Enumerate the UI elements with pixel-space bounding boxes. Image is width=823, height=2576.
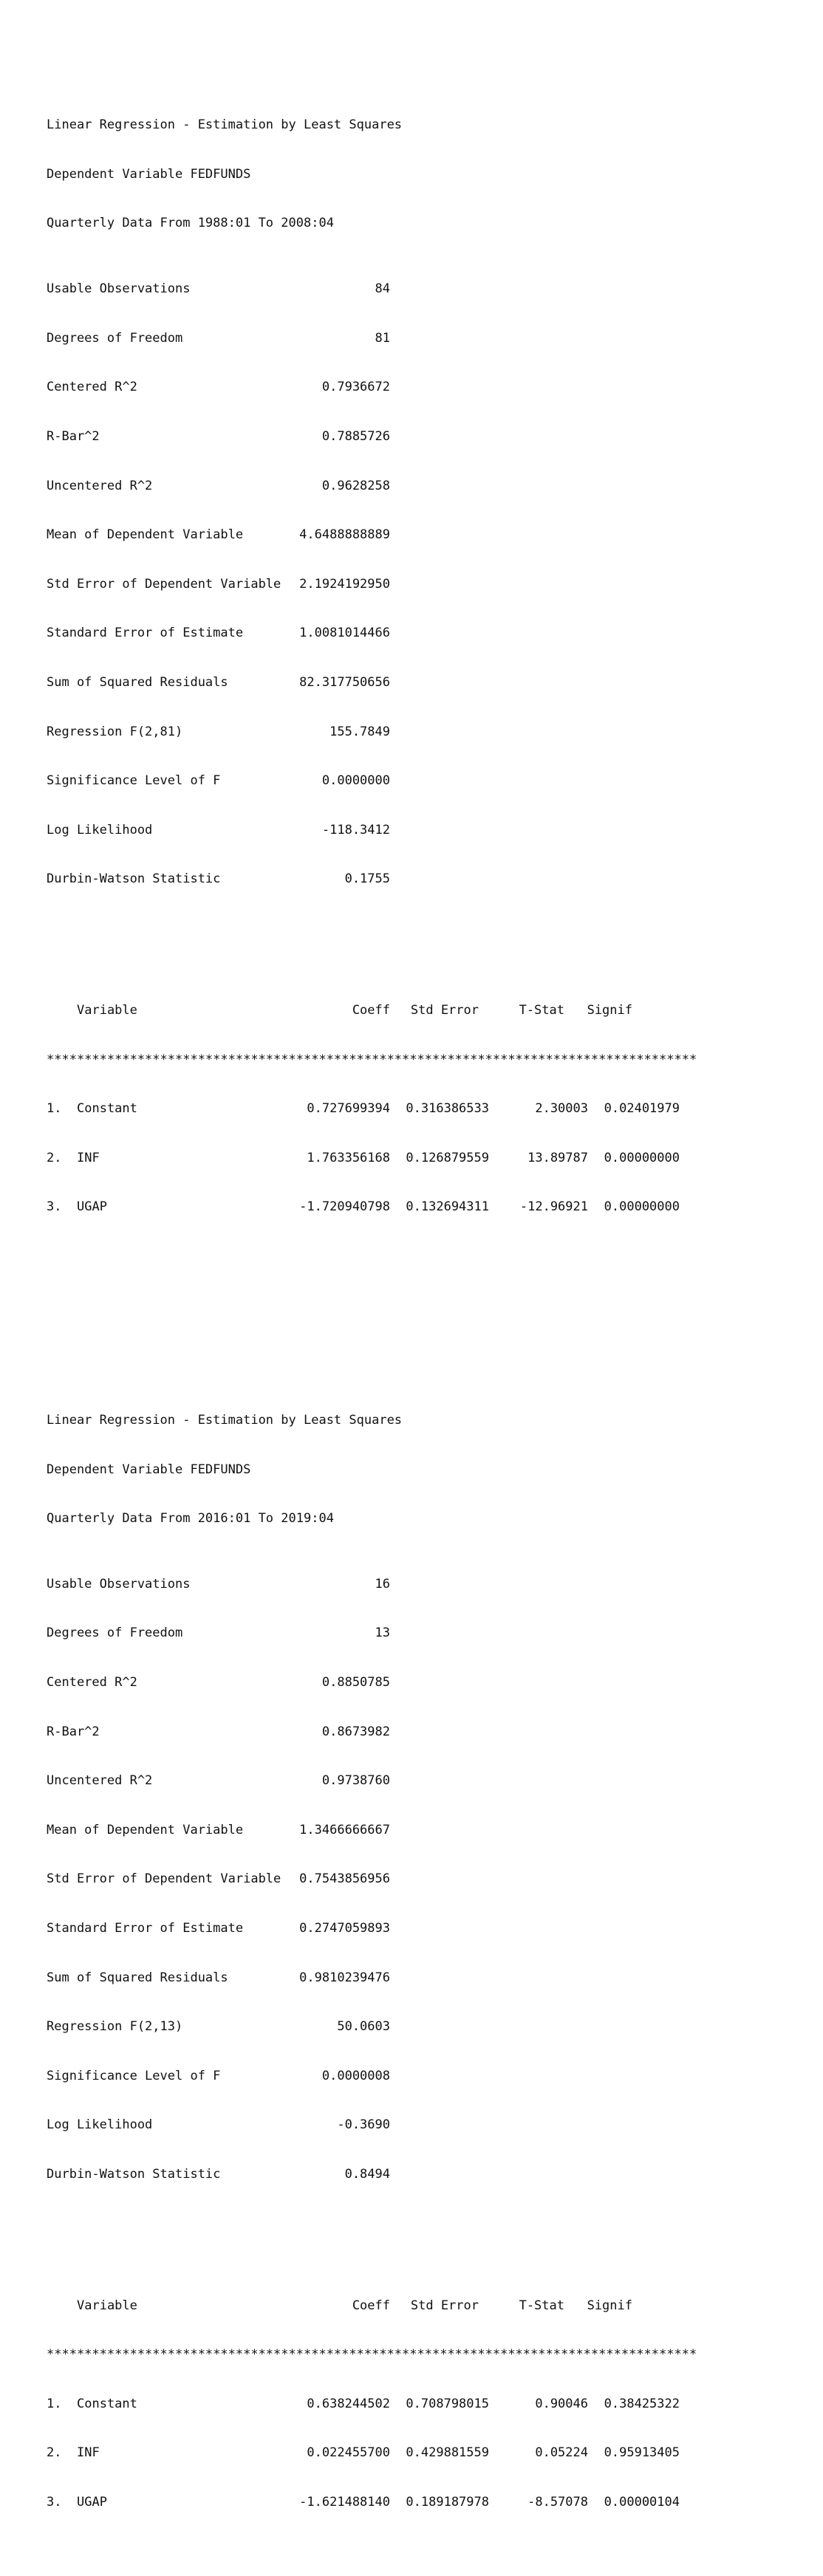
stat-label: Log Likelihood xyxy=(47,2117,153,2133)
row-number: 3. xyxy=(47,1199,62,1215)
row-number: 1. xyxy=(47,2396,62,2411)
stat-value: 1.3466666667 xyxy=(299,1822,390,1837)
stat-row xyxy=(47,2117,697,2133)
table-row xyxy=(47,1150,697,1166)
stat-row xyxy=(47,478,697,494)
variable-name: Constant xyxy=(77,2396,137,2411)
header-stderr: Std Error xyxy=(410,1002,479,1018)
row-number: 1. xyxy=(47,1101,62,1117)
spacer xyxy=(47,936,697,953)
stat-row xyxy=(47,871,697,887)
stat-row xyxy=(47,2018,697,2035)
stat-label: Std Error of Dependent Variable xyxy=(47,576,281,592)
stderr-value: 0.429881559 xyxy=(406,2445,489,2461)
header-tstat: T-Stat xyxy=(519,2298,564,2313)
signif-value: 0.38425322 xyxy=(604,2396,680,2411)
stat-value: 4.6488888889 xyxy=(299,527,390,543)
stat-value: 84 xyxy=(375,281,390,297)
stat-value: 0.9628258 xyxy=(321,478,390,493)
stat-row xyxy=(47,1674,697,1690)
stat-row xyxy=(47,281,697,297)
stderr-value: 0.708798015 xyxy=(406,2396,489,2411)
header-variable: Variable xyxy=(77,1002,137,1018)
signif-value: 0.00000000 xyxy=(604,1150,680,1165)
stat-row xyxy=(47,1576,697,1592)
header-signif: Signif xyxy=(587,1002,632,1018)
signif-value: 0.02401979 xyxy=(604,1101,680,1117)
stat-label: Durbin-Watson Statistic xyxy=(47,871,221,887)
row-number: 3. xyxy=(47,2494,62,2510)
tstat-value: 13.89787 xyxy=(527,1150,588,1165)
signif-value: 0.00000104 xyxy=(604,2494,680,2510)
stat-label: Regression F(2,13) xyxy=(47,2019,183,2035)
regression-block xyxy=(47,1380,697,2544)
stat-value: 2.1924192950 xyxy=(299,576,390,592)
stat-value: 0.9810239476 xyxy=(299,1970,390,1985)
separator-line: ************************************************************************************** xyxy=(47,1052,697,1067)
regression-title: Linear Regression - Estimation by Least Squares xyxy=(47,1412,403,1428)
regression-output xyxy=(47,18,697,2576)
header-tstat: T-Stat xyxy=(519,1002,564,1018)
dependent-variable: Dependent Variable FEDFUNDS xyxy=(47,166,251,182)
stat-value: 0.9738760 xyxy=(321,1773,390,1789)
spacer xyxy=(47,2232,697,2248)
tstat-value: 0.90046 xyxy=(535,2396,588,2411)
table-row xyxy=(47,1199,697,1215)
stat-label: Sum of Squared Residuals xyxy=(47,674,228,690)
spacer xyxy=(47,1298,697,1314)
coeff-value: -1.720940798 xyxy=(299,1199,390,1215)
stat-label: Log Likelihood xyxy=(47,822,153,837)
table-row xyxy=(47,2445,697,2461)
row-number: 2. xyxy=(47,2445,62,2461)
signif-value: 0.00000000 xyxy=(604,1199,680,1215)
stderr-value: 0.132694311 xyxy=(406,1199,489,1215)
header-signif: Signif xyxy=(587,2298,632,2313)
stat-row xyxy=(47,1871,697,1887)
table-row xyxy=(47,2396,697,2412)
stat-label: Degrees of Freedom xyxy=(47,330,183,346)
stat-row xyxy=(47,2068,697,2084)
stat-label: Centered R^2 xyxy=(47,380,137,395)
variable-name: Constant xyxy=(77,1101,137,1117)
coeff-value: 1.763356168 xyxy=(307,1150,390,1165)
header-variable: Variable xyxy=(77,2298,137,2313)
coeff-value: 0.727699394 xyxy=(307,1101,390,1117)
stat-label: R-Bar^2 xyxy=(47,428,100,444)
stat-label: Uncentered R^2 xyxy=(47,1773,153,1789)
stat-label: Usable Observations xyxy=(47,1576,191,1592)
stat-value: 81 xyxy=(375,330,390,346)
stat-label: Regression F(2,81) xyxy=(47,724,183,739)
stat-row xyxy=(47,527,697,543)
stat-value: 0.8850785 xyxy=(321,1675,390,1690)
stat-label: Standard Error of Estimate xyxy=(47,626,244,641)
tstat-value: 0.05224 xyxy=(535,2445,588,2461)
header-coeff: Coeff xyxy=(352,2298,390,2313)
stat-value: 13 xyxy=(375,1626,390,1641)
stat-value: 155.7849 xyxy=(329,724,390,739)
table-row xyxy=(47,1100,697,1117)
stat-row xyxy=(47,1970,697,1986)
stat-label: R-Bar^2 xyxy=(47,1724,100,1739)
stderr-value: 0.189187978 xyxy=(406,2494,489,2510)
stat-label: Durbin-Watson Statistic xyxy=(47,2167,221,2182)
stat-row xyxy=(47,1920,697,1936)
stat-value: 0.7936672 xyxy=(321,380,390,395)
stat-row xyxy=(47,428,697,445)
tstat-value: -12.96921 xyxy=(519,1199,588,1215)
stat-value: 0.8673982 xyxy=(321,1724,390,1739)
stat-value: 16 xyxy=(375,1576,390,1592)
stat-label: Usable Observations xyxy=(47,281,191,297)
stat-value: 0.0000008 xyxy=(321,2068,390,2083)
stat-label: Std Error of Dependent Variable xyxy=(47,1871,281,1887)
stderr-value: 0.126879559 xyxy=(406,1150,489,1165)
variable-name: INF xyxy=(77,2445,100,2461)
stat-label: Significance Level of F xyxy=(47,773,221,789)
sample-range: Quarterly Data From 1988:01 To 2008:04 xyxy=(47,216,334,231)
coeff-value: -1.621488140 xyxy=(299,2494,390,2510)
stat-value: 82.317750656 xyxy=(299,674,390,690)
stat-label: Degrees of Freedom xyxy=(47,1626,183,1641)
stat-value: 0.7543856956 xyxy=(299,1871,390,1887)
stat-row xyxy=(47,724,697,740)
stat-label: Significance Level of F xyxy=(47,2068,221,2083)
tstat-value: 2.30003 xyxy=(535,1101,588,1117)
stat-value: -118.3412 xyxy=(321,822,390,837)
tstat-value: -8.57078 xyxy=(527,2494,588,2510)
regression-block xyxy=(47,84,697,1248)
stat-row xyxy=(47,576,697,592)
stat-value: 1.0081014466 xyxy=(299,626,390,641)
stat-value: 50.0603 xyxy=(337,2019,390,2035)
variable-name: INF xyxy=(77,1150,100,1165)
coef-table-header xyxy=(47,2298,697,2314)
variable-name: UGAP xyxy=(77,2494,107,2510)
stat-row xyxy=(47,674,697,691)
stat-label: Mean of Dependent Variable xyxy=(47,1822,244,1837)
stat-value: 0.7885726 xyxy=(321,428,390,444)
stat-row xyxy=(47,1724,697,1740)
stat-row xyxy=(47,379,697,395)
stat-label: Uncentered R^2 xyxy=(47,478,153,493)
signif-value: 0.95913405 xyxy=(604,2445,680,2461)
stat-row xyxy=(47,1625,697,1641)
header-stderr: Std Error xyxy=(410,2298,479,2313)
stat-value: -0.3690 xyxy=(337,2117,390,2133)
stat-row xyxy=(47,1822,697,1838)
coef-table-header xyxy=(47,1002,697,1018)
stat-label: Centered R^2 xyxy=(47,1675,137,1690)
stat-label: Standard Error of Estimate xyxy=(47,1921,244,1936)
regression-title: Linear Regression - Estimation by Least Squares xyxy=(47,117,403,133)
coeff-value: 0.638244502 xyxy=(307,2396,390,2411)
stat-row xyxy=(47,330,697,346)
separator-line: ************************************************************************************** xyxy=(47,2347,697,2363)
stat-row xyxy=(47,822,697,838)
stderr-value: 0.316386533 xyxy=(406,1101,489,1117)
sample-range: Quarterly Data From 2016:01 To 2019:04 xyxy=(47,1511,334,1527)
stat-label: Mean of Dependent Variable xyxy=(47,527,244,543)
stat-value: 0.2747059893 xyxy=(299,1921,390,1936)
coeff-value: 0.022455700 xyxy=(307,2445,390,2461)
stat-value: 0.1755 xyxy=(344,871,390,887)
stat-value: 0.8494 xyxy=(344,2167,390,2182)
stat-row xyxy=(47,625,697,641)
stat-row xyxy=(47,2166,697,2182)
table-row xyxy=(47,2494,697,2510)
dependent-variable: Dependent Variable FEDFUNDS xyxy=(47,1462,251,1477)
stat-label: Sum of Squared Residuals xyxy=(47,1970,228,1985)
header-coeff: Coeff xyxy=(352,1002,390,1018)
stat-row xyxy=(47,1772,697,1789)
row-number: 2. xyxy=(47,1150,62,1165)
variable-name: UGAP xyxy=(77,1199,107,1215)
stat-row xyxy=(47,773,697,789)
stat-value: 0.0000000 xyxy=(321,773,390,789)
